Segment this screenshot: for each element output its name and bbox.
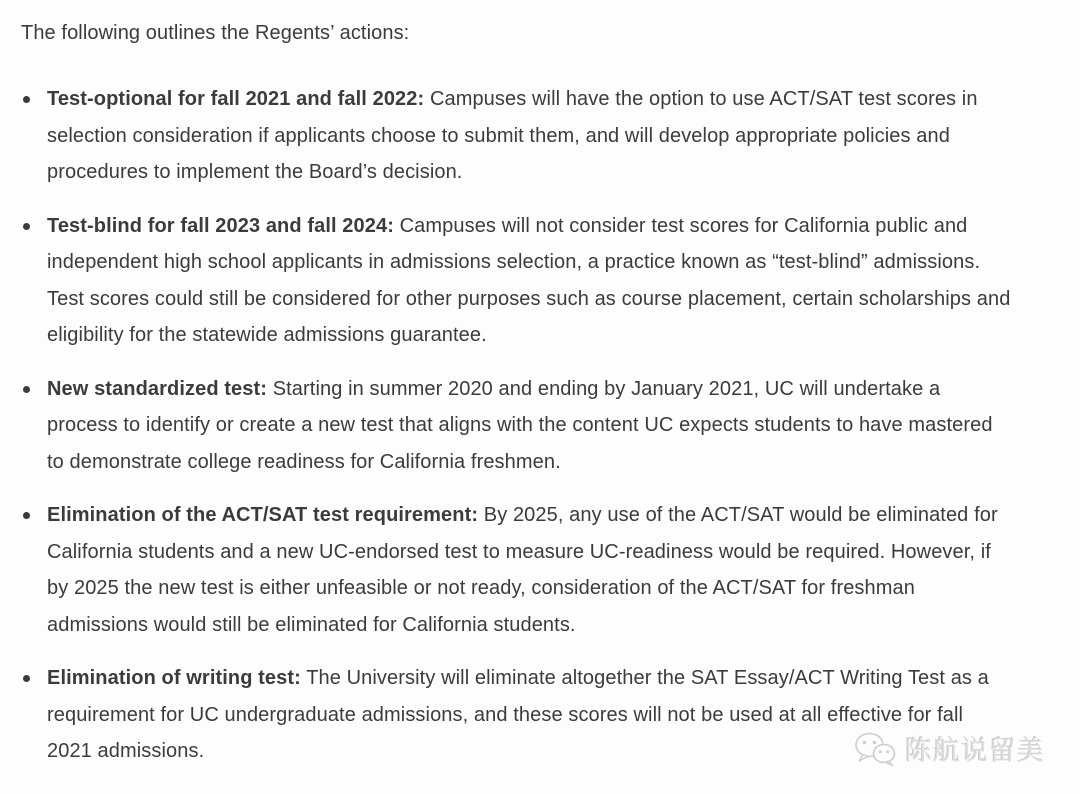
bullet-item-test-blind <box>47 208 1013 354</box>
bullet-text: Campuses will have the option to use ACT/SAT test scores in selection consideration if applicants choose to submit them, and will develop appropriate policies and procedures to implement the Board’s decision. <box>47 88 978 183</box>
bullet-icon <box>23 512 30 519</box>
bullet-label: Test-optional for fall 2021 and fall 2022: <box>47 88 425 110</box>
bullet-text: Campuses will not consider test scores for California public and independent high school applicants in admissions selection, a practice known as “test-blind” admissions. Test scores could still be considered for other purposes such as course placement, certain scholarships and eligibility for the statewide admissions guarantee. <box>47 214 1011 346</box>
bullet-icon <box>23 96 30 103</box>
bullet-text: The University will eliminate altogether the SAT Essay/ACT Writing Test as a requirement for UC undergraduate admissions, and these scores will not be used at all effective for fall 2021 admissions. <box>47 667 989 762</box>
bullet-list <box>21 81 1013 770</box>
bullet-label: Elimination of writing test: <box>47 667 301 689</box>
watermark <box>854 729 1045 768</box>
bullet-text: Starting in summer 2020 and ending by January 2021, UC will undertake a process to identify or create a new test that aligns with the content UC expects students to have mastered to demonstrate college readiness for California freshmen. <box>47 377 993 473</box>
bullet-item-new-standardized-test <box>47 371 1013 481</box>
bullet-item-elimination-act-sat <box>47 497 1013 643</box>
bullet-item-test-optional <box>47 81 1013 191</box>
bullet-label: Test-blind for fall 2023 and fall 2024: <box>47 214 394 237</box>
watermark-text: 陈航说留美 <box>905 736 1045 766</box>
bullet-label: Elimination of the ACT/SAT test requirement: <box>47 504 479 526</box>
bullet-text: By 2025, any use of the ACT/SAT would be eliminated for California students and a new UC-endorsed test to measure UC-readiness would be required. However, if by 2025 the new test is either unfeasible or not ready, consideration of the ACT/SAT for freshman admissions would still be eliminated for California students. <box>47 504 998 636</box>
bullet-icon <box>23 223 30 230</box>
bullet-icon <box>23 675 30 682</box>
intro-paragraph: The following outlines the Regents’ actions: <box>21 22 410 44</box>
wechat-icon <box>854 731 896 767</box>
bullet-icon <box>23 386 30 393</box>
bullet-label: New standardized test: <box>47 377 268 400</box>
